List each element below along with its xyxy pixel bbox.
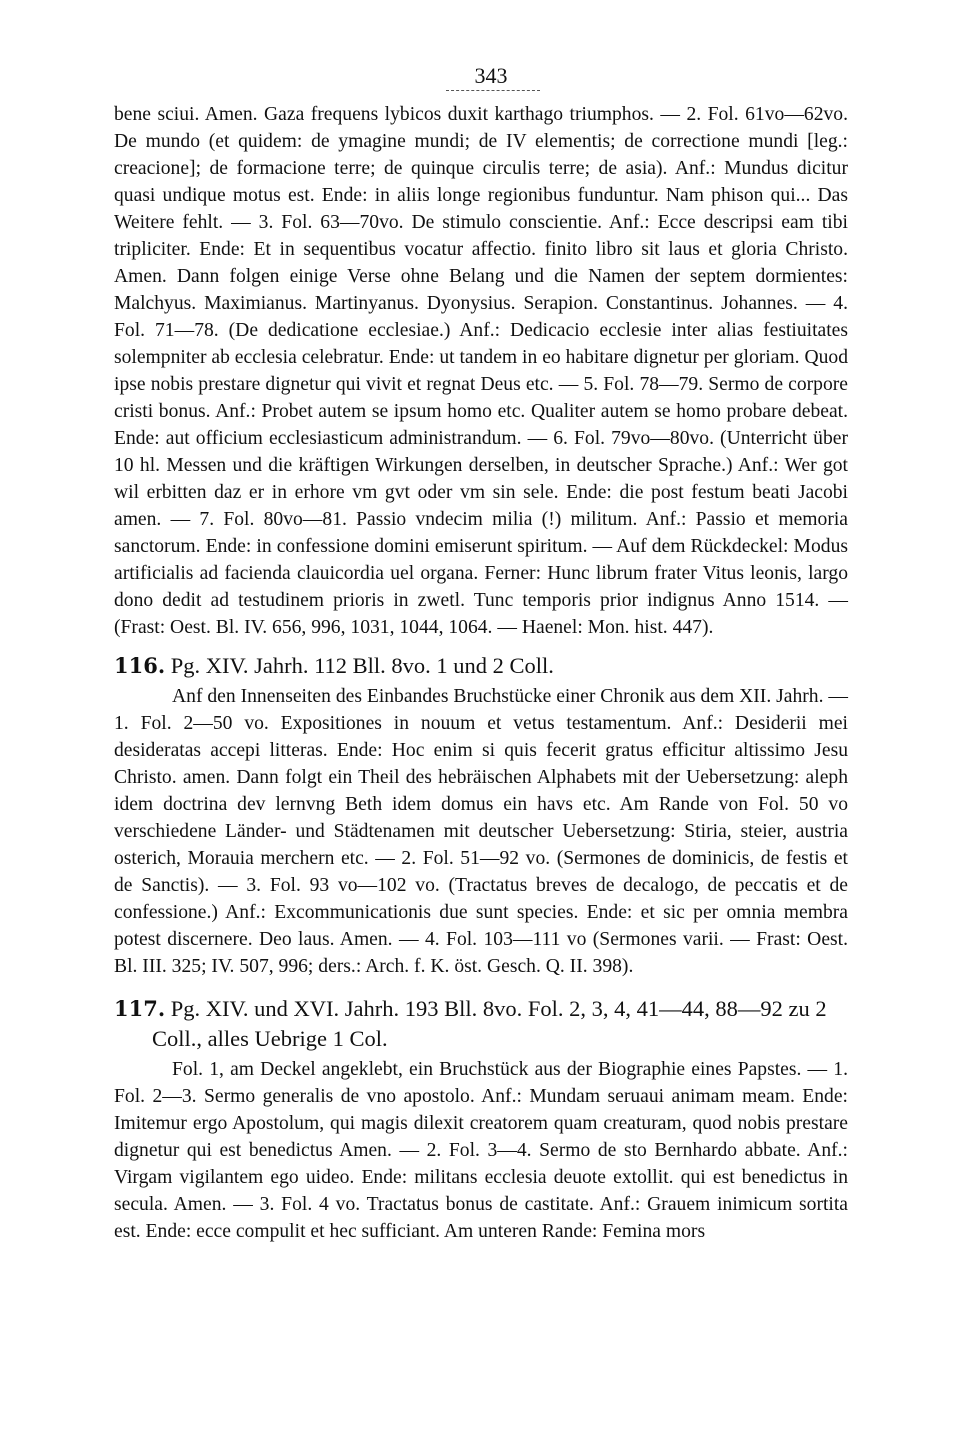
entry-116-body: Anf den Innenseiten des Einbandes Bruchstücke einer Chronik aus dem XII. Jahrh. — 1. Fol. 2—50 vo. Expositiones in nouum et vetus testamentum. Anf.: Desiderii mei desideratas accepi litteras. Ende: Hoc enim si quis fecerit gratus efficitur altissimo Jesu Christo. amen. Dann folgt ein Theil des hebräischen Alphabets mit der Uebersetzung: aleph idem doctrina dev lernvng Beth idem domus ein havs etc. Am Rande von Fol. 50 vo verschiedene Länder- und Städtenamen mit deutscher Uebersetzung: Stiria, steier, austria osterich, Morauia merchern etc. — 2. Fol. 51—92 vo. (Sermones de dominicis, de festis et de Sanctis). — 3. Fol. 93 vo—102 vo. (Tractatus breves de decalogo, de peccatis et de confessione.) Anf.: Excommunicationis due sunt species. Ende: et sic per omnia membra potest discernere. Deo laus. Amen. — 4. Fol. 103—111 vo (Sermones varii. — Frast: Oest. Bl. III. 325; IV. 507, 996; ders.: Arch. f. K. öst. Gesch. Q. II. 398).	[114, 686, 848, 977]
continuation-paragraph: bene sciui. Amen. Gaza frequens lybicos duxit karthago triumphos. — 2. Fol. 61vo—62vo. De mundo (et quidem: de ymagine mundi; de IV elementis; de correctione mundi [leg.: creacione]; de formacione terre; de quinque circulis terre; de asia). Anf.: Mundus dicitur quasi undique motus est. Ende: in aliis longe regionibus funduntur. Nam phison qui... Das Weitere fehlt. — 3. Fol. 63—70vo. De stimulo conscientie. Anf.: Ecce descripsi eam tibi tripliciter. Ende: Et in sequentibus vocatur affectio. finito libro sit laus et gloria Christo. Amen. Dann folgen einige Verse ohne Belang und die Namen der septem dormientes: Malchyus. Maximianus. Martinyanus. Dyonysius. Serapion. Constantinus. Johannes. — 4. Fol. 71—78. (De dedicatione ecclesiae.) Anf.: Dedicacio ecclesie inter alias festiuitates solempniter ab ecclesia celebratur. Ende: ut tandem in eo habitare dignetur per gloriam. Quod ipse nobis prestare dignetur qui vivit et regnat Deus etc. — 5. Fol. 78—79. Sermo de corpore cristi bonus. Anf.: Probet autem se ipsum homo etc. Qualiter autem se homo probare debeat. Ende: aut officium ecclesiasticum administrandum. — 6. Fol. 79vo—80vo. (Unterricht über 10 hl. Messen und die kräftigen Wirkungen derselben, in deutscher Sprache.) Anf.: Wer got wil erbitten daz er in erhore vm gvt oder vm sin sele. Ende: die post festum beati Jacobi amen. — 7. Fol. 80vo—81. Passio vndecim milia (!) militum. Anf.: Passio et memoria sanctorum. Ende: in confessione domini emiserunt spiritum. — Auf dem Rückdeckel: Modus artificialis ad facienda clauicordia uel organa. Ferner: Hunc librum frater Vitus leonis, largo dono dedit ad testudinem prioris in zwetl. Tunc temporis prior indignus Anno 1514. — (Frast: Oest. Bl. IV. 656, 996, 1031, 1044, 1064. — Haenel: Mon. hist. 447).	[114, 104, 848, 638]
entry-117-heading	[114, 994, 848, 1054]
entry-116-heading	[114, 651, 848, 681]
entry-116-title: Pg. XIV. Jahrh. 112 Bll. 8vo. 1 und 2 Coll.	[170, 653, 554, 678]
entry-116-number: 116.	[114, 653, 166, 678]
entry-117-title: Pg. XIV. und XVI. Jahrh. 193 Bll. 8vo. Fol. 2, 3, 4, 41—44, 88—92 zu 2 Coll., alles Uebrige 1 Col.	[152, 996, 827, 1051]
page-number-rule	[446, 90, 540, 91]
entry-117-number: 117.	[114, 996, 166, 1021]
document-page	[114, 62, 848, 1245]
entry-117-body: Fol. 1, am Deckel angeklebt, ein Bruchstück aus der Biographie eines Papstes. — 1. Fol. 2—3. Sermo generalis de vno apostolo. Anf.: Mundam seruaui animam meam. Ende: Imitemur ergo Apostolum, qui magis dilexit creatorem quam creaturam, quod nobis prestare dignetur qui est benedictus Amen. — 2. Fol. 3—4. Sermo de sto Bernhardo abbate. Anf.: Virgam vigilantem ego uideo. Ende: militans ecclesia deuote extollit. qui est benedictus in secula. Amen. — 3. Fol. 4 vo. Tractatus bonus de castitate. Anf.: Grauem inimicum sortita est. Ende: ecce compulit et hec sufficiant. Am unteren Rande: Femina mors	[114, 1059, 848, 1242]
page-number: 343	[474, 63, 508, 88]
